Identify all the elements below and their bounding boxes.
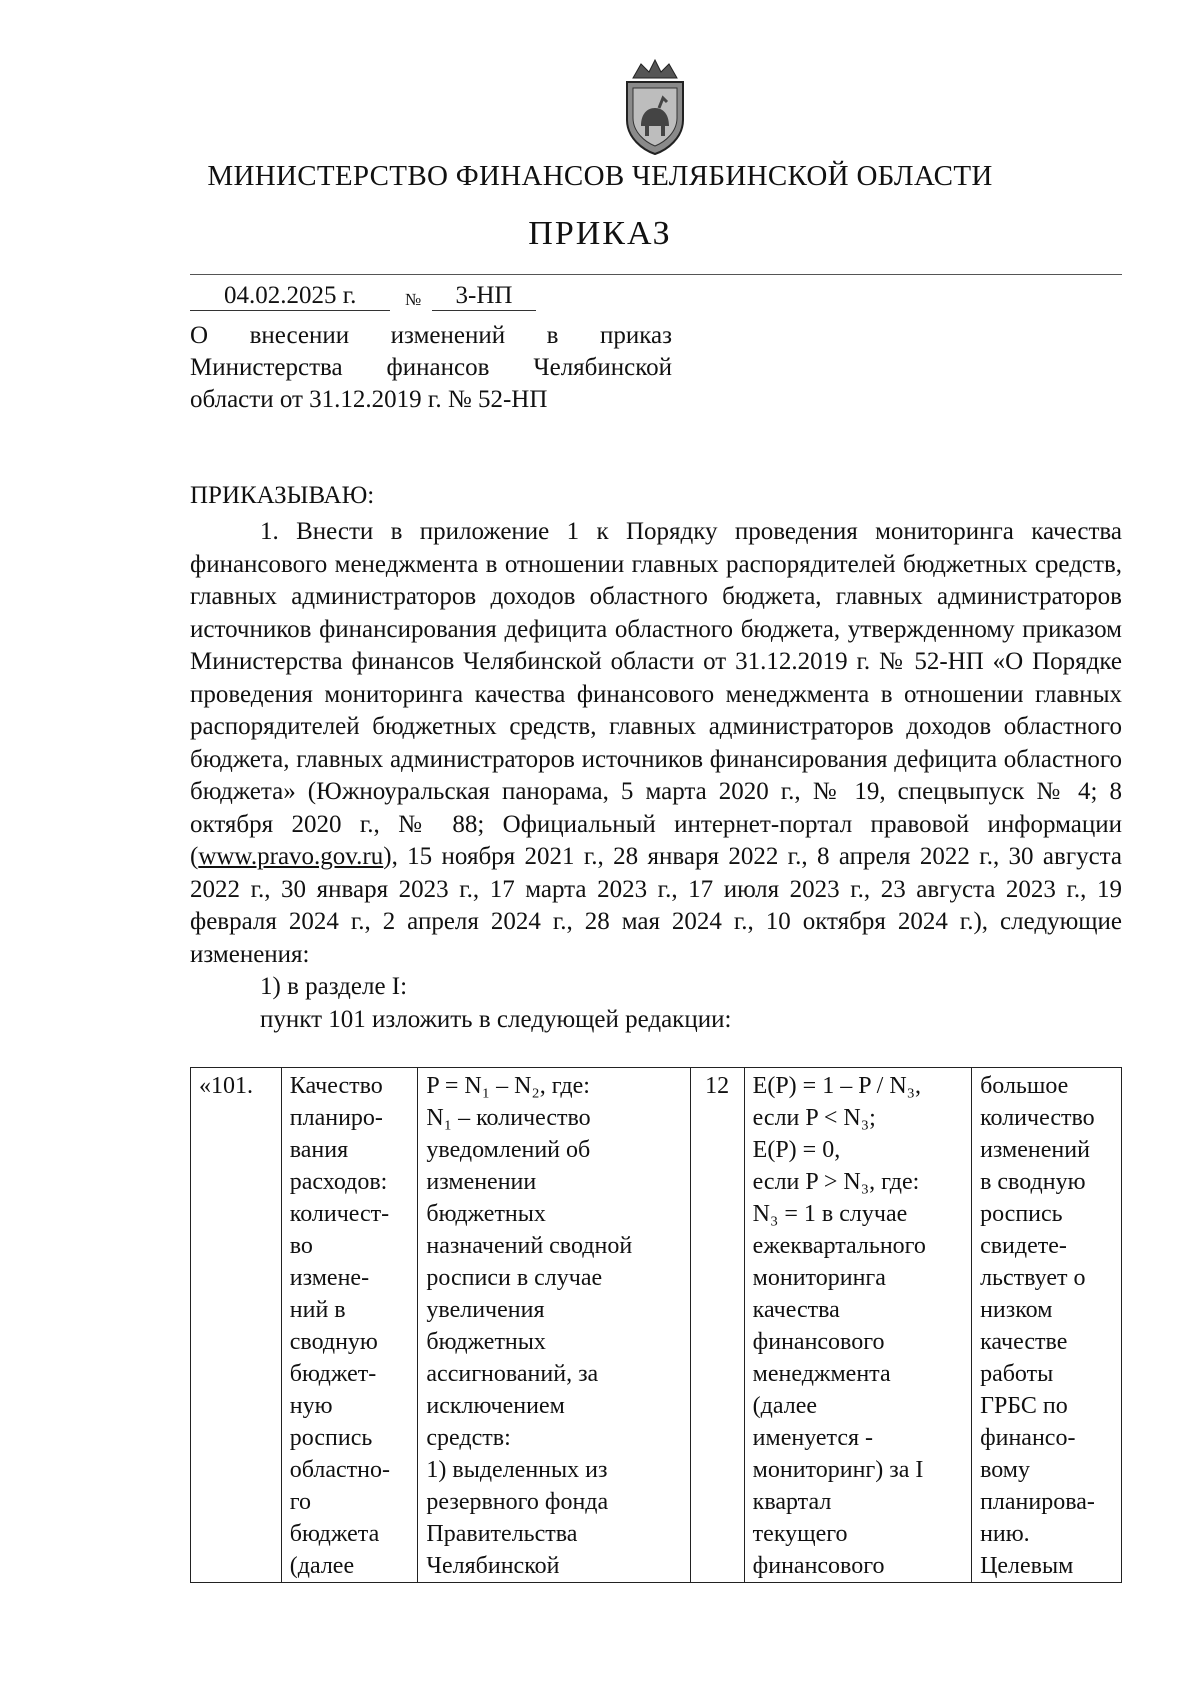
subject-line: О внесении изменений в приказ bbox=[190, 322, 672, 349]
table-cell-number: «101. bbox=[191, 1068, 282, 1583]
pravo-link[interactable]: www.pravo.gov.ru bbox=[198, 843, 384, 870]
table-cell-evaluation: E(P) = 1 – P / N₃, если P < N₃; E(P) = 0, если P > N₃, где: N₃ = 1 в случае ежеквартального мониторинга качества финансового менеджмента (далее именуется - мониторинг) за I квартал текущего финансового bbox=[744, 1068, 971, 1583]
paragraph-text: ), 15 ноября 2021 г., 28 января 2022 г., 8 апреля 2022 г., 30 августа 2022 г., 30 января 2023 г., 17 марта 2023 г., 17 июля 2023 г., 23 августа 2023 г., 19 февраля 2024 г., 2 апреля 2024 г., 28 мая 2024 г., 10 октября 2024 г.), следующие изменения: bbox=[190, 843, 1122, 968]
header-divider bbox=[190, 274, 1122, 275]
number-sign: № bbox=[405, 290, 422, 309]
subject-line: области от 31.12.2019 г. № 52-НП bbox=[190, 386, 548, 413]
subitem-2: пункт 101 изложить в следующей редакции: bbox=[260, 1005, 732, 1033]
table-cell-indicator: Качество планиро- вания расходов: количест- во измене- ний в сводную бюджет- ную роспись областно- го бюджета (далее bbox=[281, 1068, 418, 1583]
order-number: 3-НП bbox=[432, 282, 536, 311]
order-body bbox=[190, 516, 1122, 1036]
table-cell-comment: большое количество изменений в сводную роспись свидете- льствует о низком качестве работы ГРБС по финансо- вому планирова- нию. Целевым bbox=[972, 1068, 1122, 1583]
table-cell-formula: P = N₁ – N₂, где: N₁ – количество уведомлений об изменении бюджетных назначений сводной росписи в случае увеличения бюджетных ассигнований, за исключением средств: 1) выделенных из резервного фонда Правительства Челябинской bbox=[418, 1068, 690, 1583]
table-row bbox=[191, 1068, 1122, 1583]
orders-heading: ПРИКАЗЫВАЮ: bbox=[190, 482, 375, 509]
subject-line: Министерства финансов Челябинской bbox=[190, 354, 672, 381]
coat-of-arms-icon bbox=[619, 58, 691, 156]
paragraph-text: 1. Внести в приложение 1 к Порядку проведения мониторинга качества финансового менеджмента в отношении главных распорядителей бюджетных средств, главных администраторов доходов областного бюджета, главных администраторов источников финансирования дефицита областного бюджета, утвержденному приказом Министерства финансов Челябинской области от 31.12.2019 г. № 52-НП «О Порядке проведения мониторинга качества финансового менеджмента в отношении главных распорядителей бюджетных средств, главных администраторов доходов областного бюджета, главных администраторов источников финансирования дефицита областного бюджета» (Южноуральская панорама, 5 марта 2020 г., № 19, спецвыпуск № 4; 8 октября 2020 г., № 88; Официальный интернет-портал правовой информации ( bbox=[190, 518, 1122, 870]
indicator-table bbox=[190, 1067, 1122, 1583]
ministry-name: МИНИСТЕРСТВО ФИНАНСОВ ЧЕЛЯБИНСКОЙ ОБЛАСТИ bbox=[207, 160, 993, 192]
order-date: 04.02.2025 г. bbox=[190, 282, 390, 311]
paragraph-1 bbox=[190, 516, 1122, 971]
document-title: ПРИКАЗ bbox=[528, 215, 672, 252]
table-cell-weight: 12 bbox=[690, 1068, 744, 1583]
order-subject bbox=[190, 320, 672, 416]
subitem-1: 1) в разделе I: bbox=[260, 973, 408, 1000]
